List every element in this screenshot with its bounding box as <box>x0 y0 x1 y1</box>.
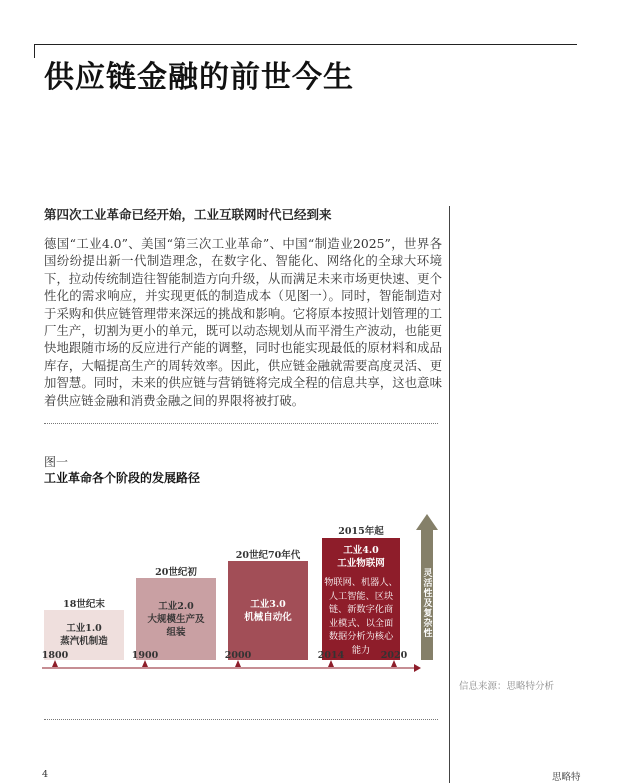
stage-2-title: 工业2.0 <box>158 600 194 612</box>
stage-3-desc: 机械自动化 <box>244 611 292 623</box>
stage-3-box <box>228 561 308 660</box>
stage-4-detail-line: 数据分析为核心 <box>328 631 394 642</box>
section-heading: 第四次工业革命已经开始，工业互联网时代已经到来 <box>44 207 332 222</box>
figure-title: 工业革命各个阶段的发展路径 <box>44 471 201 485</box>
top-rule-tick <box>34 44 35 58</box>
stage-1-title: 工业1.0 <box>66 623 102 634</box>
top-rule <box>34 44 577 45</box>
stage-3-title: 工业3.0 <box>250 598 286 610</box>
stage-4-details <box>324 576 398 657</box>
stage-4-desc: 工业物联网 <box>337 558 385 569</box>
stage-2-desc: 大规模生产及 <box>147 613 205 625</box>
stage-4-box <box>322 538 400 660</box>
stage-4-detail-line: 能力 <box>351 644 371 656</box>
timeline-marker-1800 <box>52 660 58 667</box>
source-note: 信息来源：思略特分析 <box>459 681 555 692</box>
timeline-marker-2000 <box>235 660 241 667</box>
dotted-divider-top <box>44 423 438 424</box>
timeline-label-2020: 2020 <box>380 650 408 661</box>
stages-diagram <box>36 510 448 695</box>
footer-brand: 思略特 <box>552 772 581 783</box>
timeline-label-2014: 2014 <box>317 650 345 661</box>
stage-4-detail-line: 物联网、机器人、 <box>324 577 398 588</box>
stage-1-desc: 蒸汽机制造 <box>60 636 108 647</box>
stage-4-title: 工业4.0 <box>343 545 379 556</box>
timeline-label-2000: 2000 <box>224 650 252 661</box>
page-number: 4 <box>42 769 49 780</box>
timeline-label-1900: 1900 <box>131 650 159 661</box>
stage-2-box <box>136 578 216 660</box>
stage-4-detail-line: 人工智能、区块 <box>328 590 394 602</box>
page-title: 供应链金融的前世今生 <box>44 60 354 95</box>
timeline-marker-1900 <box>142 660 148 667</box>
stage-2-desc-2: 组装 <box>166 626 186 638</box>
stage-3-date: 20世纪70年代 <box>235 550 301 561</box>
timeline-marker-2014 <box>328 660 334 667</box>
stage-4-detail-line: 业模式、以全面 <box>328 617 394 629</box>
stage-4-detail-line: 链、新数字化商 <box>328 604 394 615</box>
column-divider <box>449 206 450 783</box>
figure-label: 图一 <box>44 455 69 469</box>
stage-1-date: 18世纪末 <box>63 599 105 610</box>
complexity-arrow-label <box>416 548 438 658</box>
stage-2-date: 20世纪初 <box>155 567 197 578</box>
body-paragraph: 德国“工业4.0”、美国“第三次工业革命”、中国“制造业2025”，世界各国纷纷提出新一代制造理念，在数字化、智能化、网络化的全球大环境下，拉动传统制造往智能制造方向升级，从而满足未来市场更快速、更个性化的需求响应，并实现更低的制造成本（见图一）。同时，智能制造对于采购和供应链管理带来深远的挑战和影响。它将原本按照计划管理的工厂生产，切割为更小的单元，既可以动态规划从而平滑生产波动，也能更快地跟随市场的反应进行产能的调整，同时也能实现最低的原材料和成品库存，大幅提高生产的周转效率。因此，供应链金融就需要高度灵活、更加智慧。同时，未来的供应链与营销链将完成全程的信息共享，这也意味着供应链金融和消费金融之间的界限将被打破。 <box>44 236 442 408</box>
timeline-label-1800: 1800 <box>41 650 69 661</box>
stage-4-date: 2015年起 <box>338 526 384 537</box>
timeline-marker-2020 <box>391 660 397 667</box>
dotted-divider-bottom <box>44 719 438 720</box>
arrow-label-text: 灵活性及复杂性 <box>421 568 432 638</box>
timeline-arrowhead <box>414 664 421 672</box>
